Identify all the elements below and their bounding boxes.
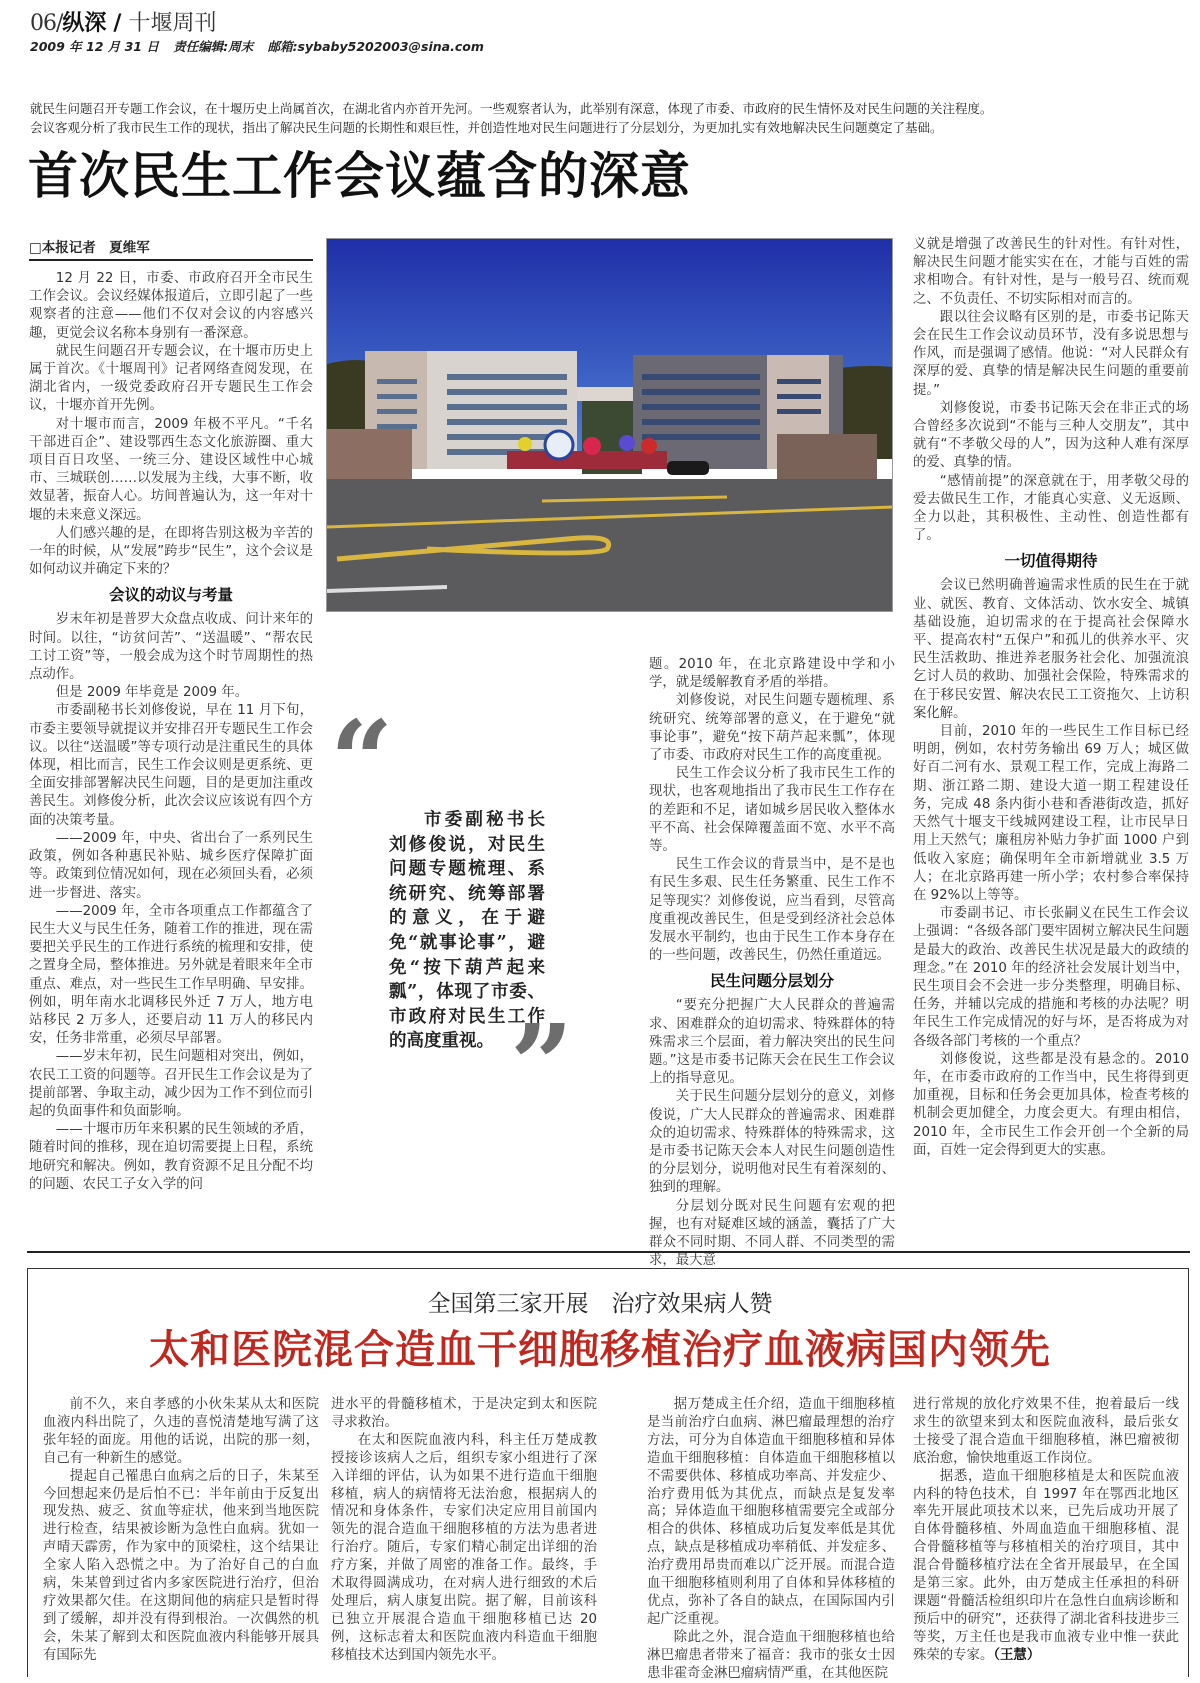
paragraph-text: 分层划分既对民生问题有宏观的把握，也有对疑难区域的涵盖，囊括了广大群众不同时期、不同人群、不同类型的需求，最大意 bbox=[649, 1198, 895, 1269]
paragraph bbox=[913, 1051, 1189, 1160]
paragraph bbox=[913, 309, 1189, 400]
paragraph bbox=[913, 905, 1189, 1051]
paragraph-text: 前不久，来自孝感的小伙朱某从太和医院血液内科出院了，久违的喜悦清楚地写满了这张年轻的面庞。用他的话说，出院的那一刻，自己有一种新生的感觉。 bbox=[43, 1397, 319, 1466]
paragraph-text: 岁末年初是普罗大众盘点收成、问计来年的时间。以往，“访贫问苦”、“送温暖”、“帮农民工讨工资”等，一般会成为这个时节周期性的热点动作。 bbox=[29, 612, 313, 683]
paragraph bbox=[913, 1468, 1179, 1665]
paragraph-text: 进水平的骨髓移植术，于是决定到太和医院寻求救治。 bbox=[331, 1397, 597, 1430]
section-name: 纵深 bbox=[62, 11, 107, 36]
paragraph-text: 对十堰市而言，2009 年极不平凡。“千名干部进百企”、建设鄂西生态文化旅游圈、重大项目百日攻坚、一统三分、建设区域性中心城市、三城联创……以发展为主线，大事不断，收效显著，振奋人心。坊间普遍认为，这一年对十堰的未来意义深远。 bbox=[29, 416, 313, 523]
page-masthead bbox=[30, 6, 216, 37]
pull-quote: 市委副秘书长刘修俊说，对民生问题专题梳理、系统研究、统筹部署的意义，在于避免“就事论事”，避免“按下葫芦起来瓢”，体现了市委、市政府对民生工作的高度重视。 bbox=[389, 810, 545, 1052]
paragraph-text: 会议已然明确普遍需求性质的民生在于就业、就医、教育、文体活动、饮水安全、城镇基础设施，迫切需求的在于提高社会保障水平、提高农村“五保户”和孤儿的供养水平、灾民生活救助、推进养老服务社会化、加强流浪乞讨人员的救助、加强社会保险，特殊需求的在于移民安置、解决农民工工资拖欠、上访积案化解。 bbox=[913, 578, 1189, 721]
paragraph-text: 目前，2010 年的一些民生工作目标已经明朗，例如，农村劳务输出 69 万人；城区做好百二河有水、景观工程工作，完成上海路二期、浙江路二期、建设大道一期工程建设任务，完成 48 条内街小巷和香港街改造，抓好天然气十堰支干线城网建设工程，让市民早日用上天然气；廉租房补贴力争扩面 1000 户到低收入家庭；确保明年全市新增就业 3.5 万人；在北京路再建一所小学；农村参合率保持在 92%以上等等。 bbox=[913, 724, 1189, 903]
advertorial-subtitle: 全国第三家开展 治疗效果病人赞 bbox=[427, 1291, 773, 1317]
article-headline: 首次民生工作会议蕴含的深意 bbox=[28, 146, 691, 205]
paragraph-text: ——十堰市历年来积累的民生领域的矛盾，随着时间的推移，现在迫切需要提上日程，系统地研究和解决。例如，教育资源不足且分配不均的问题、农民工子女入学的问 bbox=[29, 1122, 313, 1192]
section-divider bbox=[27, 1251, 1190, 1253]
paragraph bbox=[29, 684, 313, 702]
paragraph bbox=[649, 997, 895, 1088]
paragraph-text: 据万楚成主任介绍，造血干细胞移植是当前治疗白血病、淋巴瘤最理想的治疗方法，可分为自体造血干细胞移植和异体造血干细胞移植：自体造血干细胞移植以不需要供体、移植成功率高、并发症少、治疗费用低为其优点，而缺点是复发率高；异体造血干细胞移植需要完全或部分相合的供体、移植成功后复发率低是其优点，缺点是移植成功率稍低、并发症多、治疗费用昂贵而难以广泛开展。而混合造血干细胞移植则利用了自体和异体移植的优点，弥补了各自的缺点，在国际国内引起广泛重视。 bbox=[647, 1397, 895, 1627]
paragraph-text: 义就是增强了改善民生的针对性。有针对性，解决民生问题才能实实在在，才能与百姓的需求相吻合。有针对性，是与一般号召、统而观之、不负责任、不切实际相对而言的。 bbox=[913, 237, 1189, 307]
paragraph-text: “要充分把握广大人民群众的普遍需求、困难群众的迫切需求、特殊群体的特殊需求三个层面，着力解决突出的民生问题。”这是市委书记陈天会在民生工作会议上的指导意见。 bbox=[649, 998, 895, 1087]
paragraph bbox=[913, 236, 1189, 309]
paragraph bbox=[331, 1396, 597, 1432]
paragraph-text: 在太和医院血液内科，科主任万楚成教授接诊该病人之后，组织专家小组进行了深入详细的评估，认为如果不进行造血干细胞移植，病人的病情将无法治愈，根据病人的情况和身体条件，专家们决定应用目前国内领先的混合造血干细胞移植的方法为患者进行治疗。随后，专家们精心制定出详细的治疗方案，并做了周密的准备工作。最终，手术取得圆满成功，在对病人进行细致的术后处理后，病人康复出院。据了解，目前该科已独立开展混合造血干细胞移植已达 20 例，这标志着太和医院血液内科造血干细胞移植技术达到国内领先水平。 bbox=[331, 1432, 597, 1663]
advertorial-title: 太和医院混合造血干细胞移植治疗血液病国内领先 bbox=[149, 1327, 1051, 1373]
paragraph-text: ——2009 年，全市各项重点工作都蕴含了民生大义与民生任务，随着工作的推进，现在需要把关乎民生的工作进行系统的梳理和安排，使之置身全局，整体推进。另外就是着眼来年全市重点、难点，对一些民生工作早明确、早安排。例如，明年南水北调移民外迁 7 万人，地方电站移民 2 万多人，还要启动 11 万人的移民内安，任务非常重，必须尽早部署。 bbox=[29, 903, 313, 1047]
editor-credit: 责任编辑:周末 bbox=[173, 39, 254, 54]
deck-line: 就民生问题召开专题工作会议，在十堰历史上尚属首次，在湖北省内亦首开先河。一些观察者认为，此举别有深意，体现了市委、市政府的民生情怀及对民生问题的关注程度。 bbox=[30, 101, 993, 116]
paragraph bbox=[29, 1048, 313, 1121]
article-column-right bbox=[913, 236, 1189, 1160]
paragraph bbox=[29, 343, 313, 416]
paragraph bbox=[29, 903, 313, 1049]
advertorial-column bbox=[43, 1396, 319, 1665]
paragraph bbox=[43, 1396, 319, 1468]
paragraph bbox=[647, 1396, 895, 1629]
byline: □本报记者 夏维军 bbox=[29, 236, 313, 261]
paragraph-text: 刘修俊说，市委书记陈天会在非正式的场合曾经多次说到“不能与三种人交朋友”，其中就有“不孝敬父母的人”，因为这种人难有深厚的爱、真挚的情。 bbox=[913, 400, 1189, 471]
paragraph bbox=[29, 830, 313, 903]
paragraph-text: 进行常规的放化疗效果不佳，抱着最后一线求生的欲望来到太和医院血液科，最后张女士接受了混合造血干细胞移植，淋巴瘤被彻底治愈，愉快地重返工作岗位。 bbox=[913, 1397, 1179, 1466]
paragraph bbox=[43, 1468, 319, 1665]
paragraph-text: 跟以往会议略有区别的是，市委书记陈天会在民生工作会议动员环节，没有多说思想与作风，而是强调了感情。他说：“对人民群众有深厚的爱、真挚的情是解决民生问题的重要前提。” bbox=[913, 309, 1189, 398]
section-heading: 民生问题分层划分 bbox=[709, 972, 834, 991]
paragraph-text: 人们感兴趣的是，在即将告别这极为辛苦的一年的时候，从“发展”跨步“民生”，这个会议是如何动议并确定下来的？ bbox=[29, 525, 313, 578]
paragraph bbox=[913, 1396, 1179, 1468]
article-column-middle bbox=[649, 656, 895, 1271]
paragraph-text: 市委副书记、市长张嗣义在民生工作会议上强调：“各级各部门要牢固树立解决民生问题是最大的政治、改善民生状况是最大的政绩的理念。”在 2010 年的经济社会发展计划当中，民生项目会不会进一步分类整理，明确目标、任务，并辅以完成的措施和考核的办法呢？明年民生工作完成情况的好与坏，是否将成为对各级各部门考核的一个重点？ bbox=[913, 906, 1189, 1049]
paragraph-text: 12 月 22 日，市委、市政府召开全市民生工作会议。会议经媒体报道后，立即引起了一些观察者的注意——他们不仅对会议的内容感兴趣，更觉会议名称本身别有一番深意。 bbox=[29, 271, 313, 341]
advertorial-column bbox=[647, 1396, 895, 1683]
masthead-separator: / bbox=[113, 11, 122, 36]
paragraph-text: 题。2010 年，在北京路建设中学和小学，就是缓解教育矛盾的举措。 bbox=[649, 657, 895, 691]
paragraph bbox=[29, 1121, 313, 1194]
paragraph bbox=[647, 1629, 895, 1683]
article-column-left bbox=[29, 270, 313, 1194]
paragraph-text: 就民生问题召开专题会议，在十堰市历史上属于首次。《十堰周刊》记者网络查阅发现，在湖北省内，一级党委政府召开专题民生工作会议，十堰亦首开先例。 bbox=[29, 343, 313, 414]
editor-email: 邮箱:sybaby5202003@sina.com bbox=[267, 39, 484, 54]
advertorial-column bbox=[913, 1396, 1179, 1665]
article-deck bbox=[30, 99, 1180, 137]
paragraph bbox=[913, 723, 1189, 905]
paragraph bbox=[913, 400, 1189, 473]
paragraph-text: 民生工作会议分析了我市民生工作的现状，也客观地指出了我市民生工作存在的差距和不足，诸如城乡居民收入整体水平不高、社会保障覆盖面不宽、水平不高等。 bbox=[649, 766, 895, 855]
paragraph bbox=[649, 656, 895, 692]
paragraph-text: 提起自己罹患白血病之后的日子，朱某至今回想起来仍是后怕不已：半年前由于反复出现发热、疲乏、贫血等症状，他来到当地医院进行检查，结果被诊断为急性白血病。犹如一声晴天霹雳，作为家中的顶梁柱，这个结果让全家人陷入恐慌之中。为了治好自己的白血病，朱某曾到过省内多家医院进行治疗，但治疗效果都欠佳。在这期间他的病症只是暂时得到了缓解，却并没有得到根治。一次偶然的机会，朱某了解到太和医院血液内科能够开展具有国际先 bbox=[43, 1468, 319, 1663]
paragraph bbox=[29, 270, 313, 343]
publication-name: 十堰周刊 bbox=[128, 11, 217, 36]
paragraph bbox=[29, 525, 313, 580]
section-heading: 一切值得期待 bbox=[1004, 552, 1098, 571]
paragraph-text: ——2009 年，中央、省出台了一系列民生政策，例如各种惠民补贴、城乡医疗保障扩面等。政策到位情况如何，现在必须回头看，必须进一步督进、落实。 bbox=[29, 830, 313, 901]
paragraph bbox=[649, 856, 895, 965]
paragraph bbox=[649, 765, 895, 856]
paragraph-text: 关于民生问题分层划分的意义，刘修俊说，广大人民群众的普遍需求、困难群众的迫切需求、特殊群体的特殊需求，这是市委书记陈天会本人对民生问题创造性的分层划分，说明他对民生有着深刻的、独到的理解。 bbox=[649, 1089, 895, 1196]
quote-open-mark: “ bbox=[330, 696, 394, 825]
paragraph bbox=[913, 473, 1189, 546]
paragraph-text: 刘修俊说，这些都是没有悬念的。2010 年，在市委市政府的工作当中，民生将得到更加重视，目标和任务会更加具体，检查考核的机制会更加健全，力度会更大。有理由相信，2010 年，全市民生工作会开创一个全新的局面，百姓一定会得到更大的实惠。 bbox=[913, 1051, 1189, 1158]
paragraph-text: ——岁末年初，民生问题相对突出，例如，农民工工资的问题等。召开民生工作会议是为了提前部署、争取主动，减少因为工作不到位而引起的负面事件和负面影响。 bbox=[29, 1049, 313, 1119]
quote-close-mark: ” bbox=[510, 1000, 574, 1129]
issue-date: 2009 年 12 月 31 日 bbox=[30, 39, 159, 54]
section-heading: 会议的动议与考量 bbox=[108, 586, 233, 605]
page-number: 06/ bbox=[30, 11, 63, 36]
government-building-photo bbox=[326, 238, 893, 612]
paragraph-text: 市委副秘书长刘修俊说，早在 11 月下旬，市委主要领导就提议并安排召开专题民生工作会议。以往“送温暖”等专项行动是注重民生的具体体现，相比而言，民生工作会议则是更系统、更全面安排部署解决民生问题，目的是更加注重改善民生。刘修俊分析，此次会议应该说有四个方面的决策考量。 bbox=[29, 703, 313, 828]
paragraph bbox=[649, 1198, 895, 1271]
paragraph-text: 除此之外，混合造血干细胞移植也给淋巴瘤患者带来了福音：我市的张女士因患非霍奇金淋巴瘤病情严重，在其他医院 bbox=[647, 1629, 895, 1681]
paragraph-text: 民生工作会议的背景当中，是不是也有民生多艰、民生任务繁重、民生工作不足等现实？刘修俊说，应当看到，尽管高度重视改善民生，但是受到经济社会总体发展水平制约，也由于民生工作本身存在的一些问题，改善民生，仍然任重道远。 bbox=[649, 857, 895, 964]
paragraph-text: 刘修俊说，对民生问题专题梳理、系统研究、统筹部署的意义，在于避免“就事论事”，避免“按下葫芦起来瓢”，体现了市委、市政府对民生工作的高度重视。 bbox=[649, 693, 895, 764]
author-signature: （王慧） bbox=[993, 1647, 1041, 1663]
paragraph bbox=[331, 1432, 597, 1665]
paragraph-text: 据悉，造血干细胞移植是太和医院血液内科的特色技术，自 1997 年在鄂西北地区率先开展此项技术以来，已先后成功开展了自体骨髓移植、外周血造血干细胞移植、混合骨髓移植等与移植相关的治疗项目，其中混合骨髓移植疗法在全省开展最早，在全国是第三家。此外，由万楚成主任承担的科研课题“骨髓活检组织印片在急性白血病诊断和预后中的研究”，还获得了湖北省科技进步三等奖，万主任也是我市血液专业中惟一获此殊荣的专家。 bbox=[913, 1468, 1179, 1663]
paragraph bbox=[649, 1088, 895, 1197]
advertorial-column bbox=[331, 1396, 597, 1665]
paragraph bbox=[29, 702, 313, 829]
photo-illustration bbox=[327, 239, 892, 611]
deck-line: 会议客观分析了我市民生工作的现状，指出了解决民生问题的长期性和艰巨性，并创造性地对民生问题进行了分层划分，为更加扎实有效地解决民生问题奠定了基础。 bbox=[30, 120, 943, 135]
paragraph-text: 但是 2009 年毕竟是 2009 年。 bbox=[55, 685, 249, 701]
paragraph bbox=[913, 577, 1189, 723]
paragraph bbox=[649, 692, 895, 765]
paragraph-text: “感情前提”的深意就在于，用孝敬父母的爱去做民生工作，才能真心实意、义无返顾、全力以赴，其积极性、主动性、创造性都有了。 bbox=[913, 473, 1189, 544]
paragraph bbox=[29, 416, 313, 525]
paragraph bbox=[29, 611, 313, 684]
dateline bbox=[30, 37, 494, 55]
